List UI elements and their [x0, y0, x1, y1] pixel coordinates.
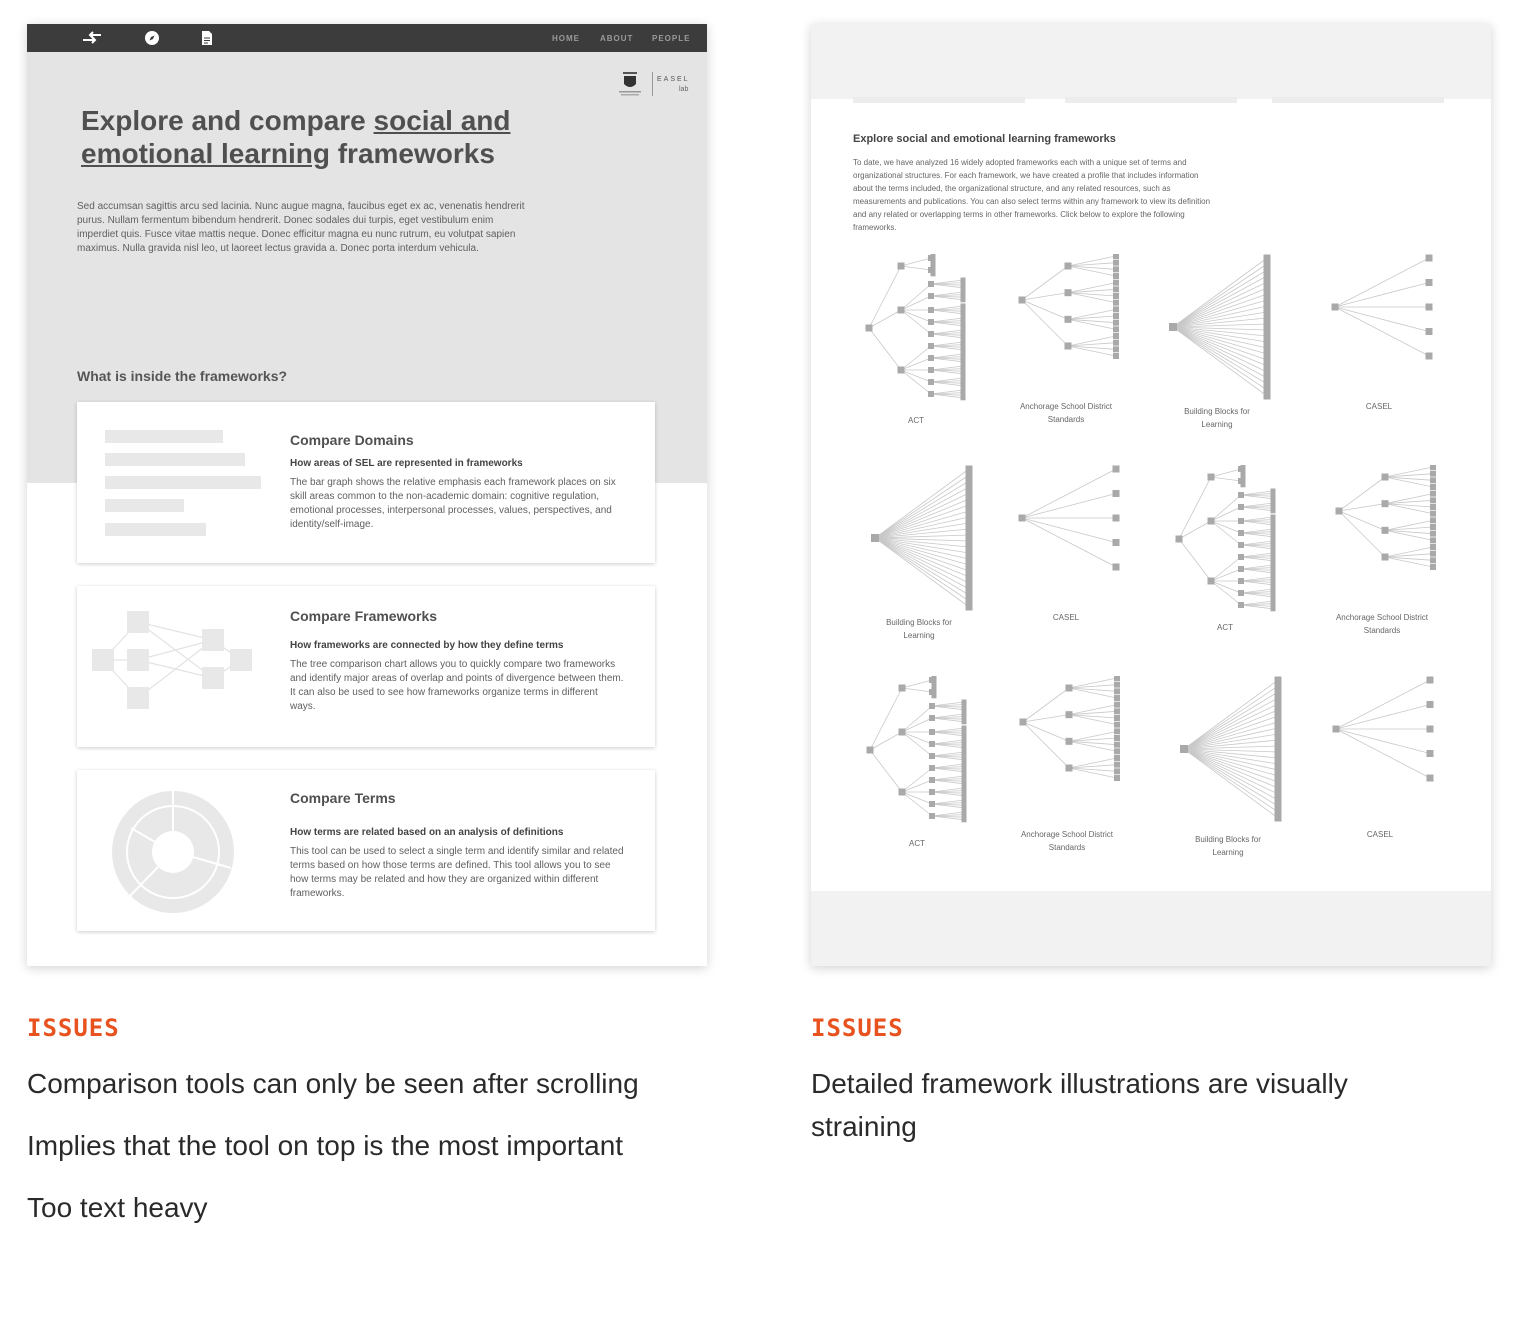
frameworks-page-mockup — [811, 24, 1491, 966]
easel-logo-text: EASEL — [657, 76, 690, 83]
tab-placeholder[interactable] — [1272, 97, 1444, 103]
tab-placeholder[interactable] — [853, 97, 1025, 103]
act-framework-tree[interactable] — [864, 676, 984, 826]
framework-label[interactable]: ACT — [1217, 623, 1233, 632]
framework-label[interactable]: Anchorage School District Standards — [1335, 613, 1429, 635]
card-subtitle: How areas of SEL are represented in frameworks — [290, 458, 523, 469]
framework-label[interactable]: Building Blocks for Learning — [1195, 835, 1261, 857]
issues-heading-right: ISSUES — [811, 1014, 904, 1042]
act-framework-tree[interactable] — [1173, 465, 1293, 615]
lab-logo-text: lab — [679, 86, 689, 93]
section-title: What is inside the frameworks? — [77, 368, 288, 384]
title-link[interactable]: social and emotional learning — [81, 105, 511, 169]
bar-placeholder — [105, 430, 223, 443]
card-title: Compare Terms — [290, 790, 396, 806]
framework-label[interactable]: Anchorage School District Standards — [1019, 402, 1113, 424]
anchorage-framework-tree[interactable] — [1016, 254, 1126, 364]
card-title: Compare Domains — [290, 432, 414, 448]
frameworks-title: Explore social and emotional learning frameworks — [853, 133, 1116, 145]
card-body: The tree comparison chart allows you to quickly compare two frameworks and identify major areas of overlap and points of divergence between them. It can also be used to see how frameworks organize terms in different ways. — [290, 659, 624, 712]
issue-item: Too text heavy — [27, 1192, 208, 1223]
bar-placeholder — [105, 499, 184, 512]
issue-item: Implies that the tool on top is the most important — [27, 1130, 624, 1161]
issues-heading-left: ISSUES — [27, 1014, 120, 1042]
anchorage-framework-tree[interactable] — [1017, 676, 1127, 786]
nav-people[interactable]: PEOPLE — [652, 34, 691, 43]
framework-label[interactable]: Building Blocks for Learning — [886, 618, 952, 640]
intro-paragraph: Sed accumsan sagittis arcu sed lacinia. Nunc augue magna, faucibus eget ex ac, venenatis hendrerit purus. Nullam fermentum bibendum hendrerit. Donec sodales dui turpis, eget vestibulum enim imperdiet quis. Fusce vitae mattis neque. Donec efficitur magna eu nunc rutrum, eu volutpat sapien maximus. Nulla gravida nisl leo, ut laoreet lectus gravida a. Donec porta interdum vehicula. — [77, 201, 525, 254]
act-framework-tree[interactable] — [863, 254, 983, 404]
framework-label[interactable]: CASEL — [1366, 830, 1394, 839]
title-part: Explore and compare — [81, 105, 374, 136]
casel-framework-tree[interactable] — [1330, 676, 1440, 786]
issue-item: Detailed framework illustrations are visually straining — [811, 1068, 1348, 1142]
building-blocks-framework-tree[interactable] — [1167, 254, 1277, 402]
card-body: This tool can be used to select a single term and identify similar and related terms based on how those terms are defined. This tool allows you to see how terms may be related and how they are organized within different frameworks. — [290, 846, 624, 899]
building-blocks-framework-tree[interactable] — [869, 465, 979, 613]
document-icon[interactable] — [199, 30, 215, 46]
header-band — [811, 24, 1491, 99]
bar-placeholder — [105, 476, 261, 489]
casel-framework-tree[interactable] — [1016, 465, 1126, 575]
framework-label[interactable]: Building Blocks for Learning — [1184, 407, 1250, 429]
compare-domains-card[interactable] — [77, 402, 655, 563]
frameworks-description: To date, we have analyzed 16 widely adopted frameworks each with a unique set of terms and organizational structures. For each framework, we have created a profile that includes information about the terms included, the organizational structure, and any related resources, such as measurements and publications. You can also select terms within any framework to view its definition and any related or overlapping terms in other frameworks. Click below to explore the following frameworks. — [853, 158, 1211, 232]
framework-label[interactable]: ACT — [908, 416, 924, 425]
page-title — [81, 104, 561, 170]
building-blocks-framework-tree[interactable] — [1178, 676, 1288, 824]
tree-comparison-illustration — [91, 606, 256, 716]
swap-arrows-icon[interactable] — [81, 30, 103, 46]
sunburst-illustration — [111, 790, 235, 914]
framework-label[interactable]: CASEL — [1365, 402, 1393, 411]
top-navbar — [27, 24, 707, 52]
tab-placeholder[interactable] — [1065, 97, 1237, 103]
card-body: The bar graph shows the relative emphasis each framework places on six skill areas common to the non-academic domain: cognitive regulation, emotional processes, interpersonal processes, values, perspectives, and identity/self-image. — [290, 477, 616, 530]
issue-item: Comparison tools can only be seen after scrolling — [27, 1068, 639, 1099]
compare-frameworks-card[interactable] — [77, 586, 655, 747]
title-part: frameworks — [329, 138, 495, 169]
card-subtitle: How frameworks are connected by how they define terms — [290, 640, 564, 651]
framework-label[interactable]: Anchorage School District Standards — [1020, 830, 1114, 852]
casel-framework-tree[interactable] — [1329, 254, 1439, 364]
framework-label[interactable]: CASEL — [1052, 613, 1080, 622]
compass-icon[interactable] — [144, 30, 160, 46]
bar-placeholder — [105, 523, 206, 536]
bar-placeholder — [105, 453, 245, 466]
card-subtitle: How terms are related based on an analysis of definitions — [290, 827, 564, 838]
nav-home[interactable]: HOME — [552, 34, 580, 43]
compare-terms-card[interactable] — [77, 770, 655, 931]
card-title: Compare Frameworks — [290, 608, 438, 624]
nav-about[interactable]: ABOUT — [600, 34, 634, 43]
homepage-mockup — [27, 24, 707, 966]
framework-label[interactable]: ACT — [909, 839, 925, 848]
anchorage-framework-tree[interactable] — [1333, 465, 1443, 575]
